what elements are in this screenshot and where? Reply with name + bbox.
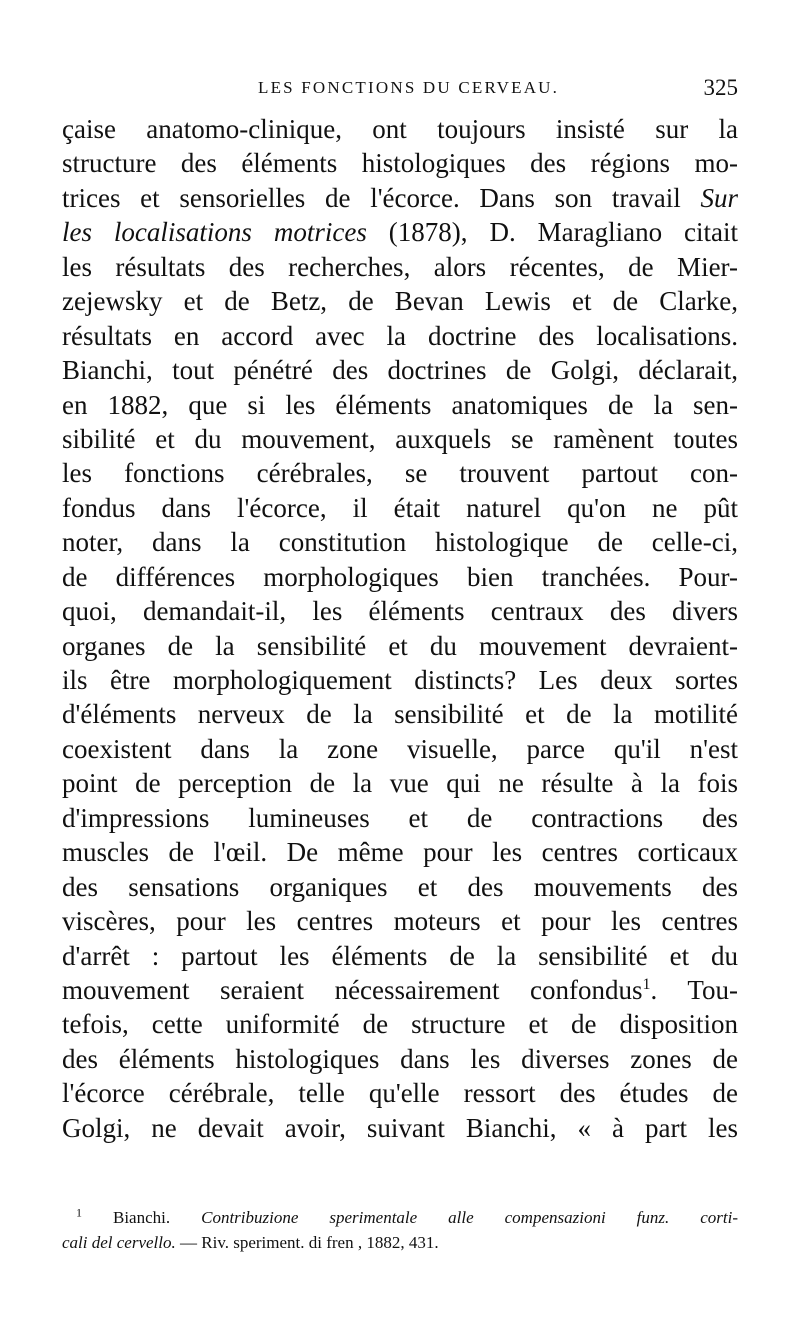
footnote-author: Bianchi. [112,1208,171,1227]
footnote-reference: 1 [642,975,651,993]
text-line: les fonctions cérébrales, se trouvent partout con- [62,458,738,489]
text-line: noter, dans la constitution histologique de celle-ci, [62,527,738,558]
text-line: ils être morphologiquement distincts? Les deux sortes [62,665,738,695]
footnote-line [62,1230,738,1255]
text-line: viscères, pour les centres moteurs et pour les centres [62,906,738,937]
text-segment: . Tou- [650,974,738,1005]
italic-title: les localisations motrices [62,217,367,248]
footnote-title: Contribuzione sperimentale alle compensazioni funz. corti- [201,1208,738,1227]
text-line: structure des éléments histologiques des régions mo- [62,148,738,179]
italic-title: Sur [700,182,738,213]
footnote [62,1205,738,1255]
text-line: l'écorce cérébrale, telle qu'elle ressort des études de [62,1078,738,1109]
text-line: organes de la sensibilité et du mouvement devraient- [62,630,738,661]
text-line: les résultats des recherches, alors récentes, de Mier- [62,251,738,282]
text-line [62,215,738,249]
text-segment: trices et sensorielles de l'écorce. Dans son travail [62,182,681,213]
running-title: LES FONCTIONS DU CERVEAU. [258,78,560,97]
text-line: coexistent dans la zone visuelle, parce qu'il n'est [62,733,738,764]
text-line: fondus dans l'écorce, il était naturel qu'on ne pût [62,492,738,523]
page-header [62,75,738,102]
body-text [62,112,738,1145]
text-line [62,973,738,1007]
text-line: Bianchi, tout pénétré des doctrines de Golgi, déclarait, [62,355,738,386]
text-segment: mouvement seraient nécessairement confondus [62,974,643,1005]
text-line: muscles de l'œil. De même pour les centres corticaux [62,837,738,868]
footnote-number: 1 [76,1205,82,1220]
text-line: quoi, demandait-il, les éléments centraux des divers [62,596,738,627]
text-line: sibilité et du mouvement, auxquels se ramènent toutes [62,423,738,454]
text-line: résultats en accord avec la doctrine des localisations. [62,320,738,351]
text-segment: (1878), D. Maragliano citait [388,217,738,248]
footnote-title: cali del cervello. [62,1233,176,1252]
text-line: des sensations organiques et des mouvements des [62,871,738,902]
text-line: de différences morphologiques bien tranchées. Pour- [62,561,738,592]
text-line: en 1882, que si les éléments anatomiques de la sen- [62,389,738,420]
footnote-source: — Riv. speriment. di fren , 1882, 431. [180,1233,439,1252]
text-line: d'éléments nerveux de la sensibilité et de la motilité [62,699,738,730]
text-line: des éléments histologiques dans les diverses zones de [62,1043,738,1074]
text-line: d'impressions lumineuses et de contractions des [62,802,738,833]
text-line: point de perception de la vue qui ne résulte à la fois [62,768,738,799]
text-line: Golgi, ne devait avoir, suivant Bianchi, « à part les [62,1112,738,1143]
text-line: d'arrêt : partout les éléments de la sensibilité et du [62,940,738,971]
text-line: çaise anatomo-clinique, ont toujours insisté sur la [62,114,738,144]
text-line [62,181,738,215]
page-number: 325 [703,75,738,100]
text-line: zejewsky et de Betz, de Bevan Lewis et de Clarke, [62,286,738,317]
footnote-line [62,1205,738,1230]
text-line: tefois, cette uniformité de structure et de disposition [62,1009,738,1040]
